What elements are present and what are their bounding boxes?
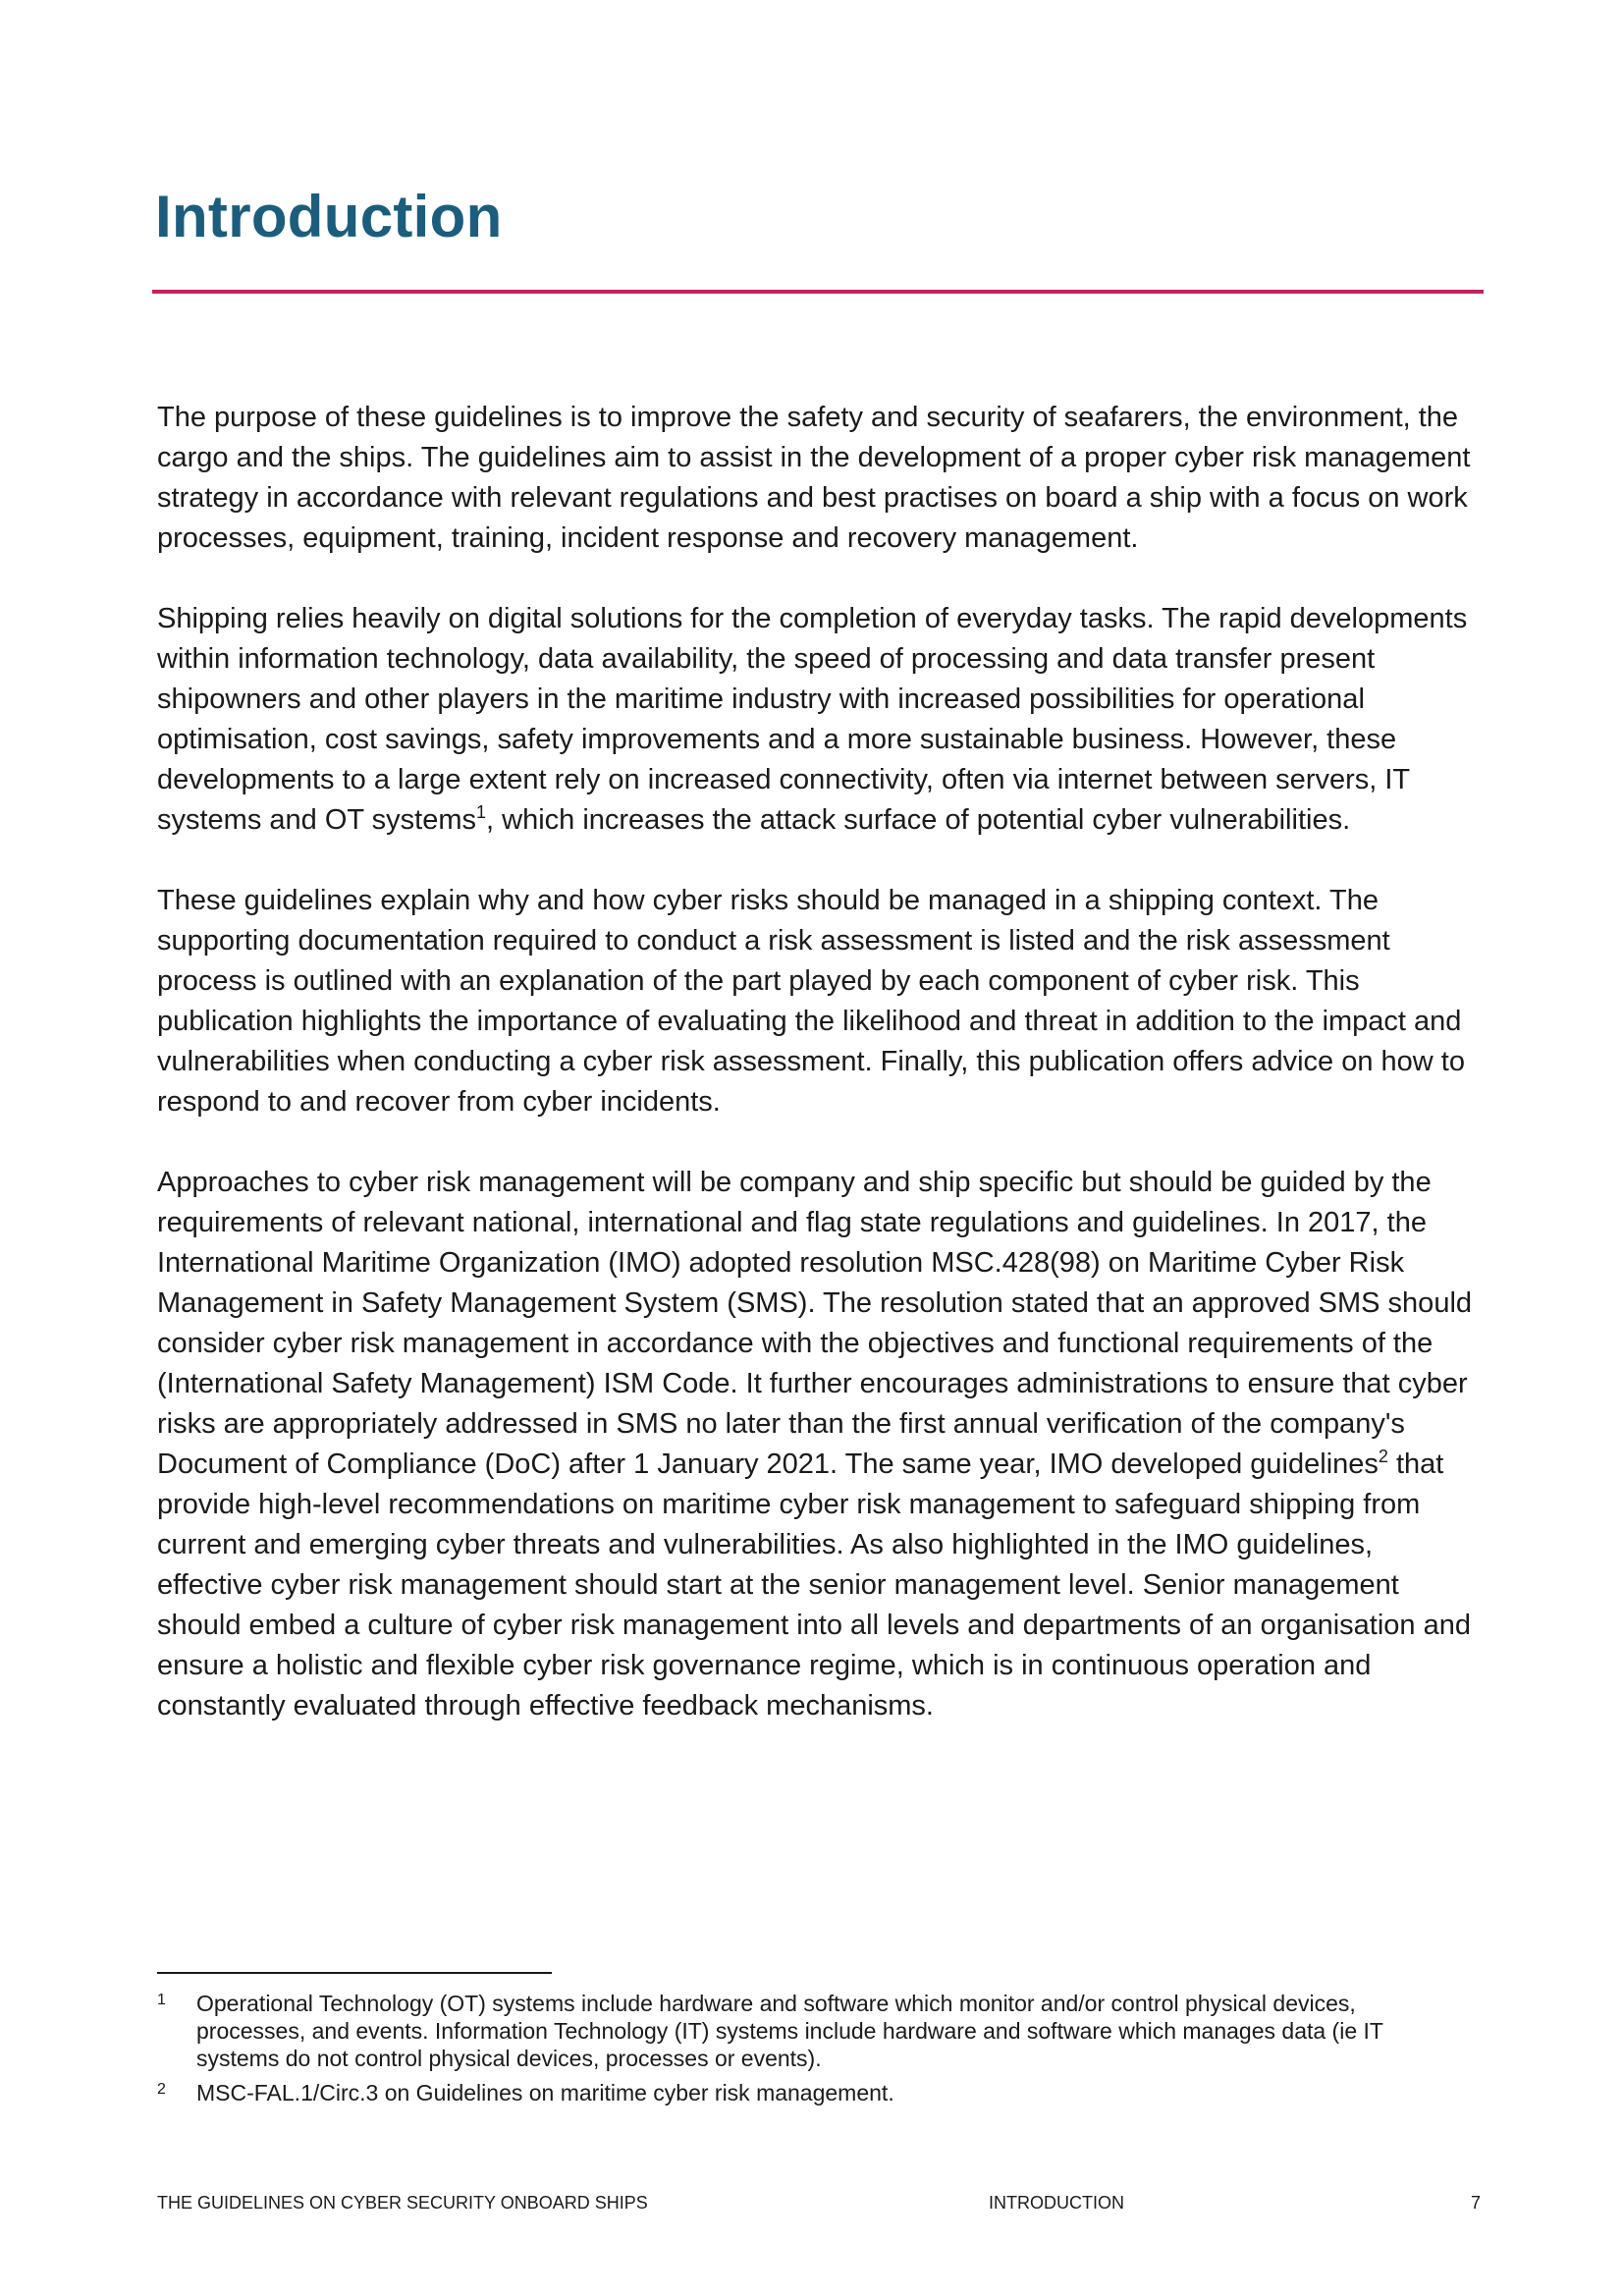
paragraph-approaches: [157, 1163, 1485, 1726]
paragraph-purpose: The purpose of these guidelines is to improve the safety and security of seafarers, the environment, the cargo and the ships. The guidelines aim to assist in the development of a proper cyber risk management strategy in accordance with relevant regulations and best practises on board a ship with a focus on work processes, equipment, training, incident response and recovery management.: [157, 402, 1471, 554]
title-divider: [152, 290, 1484, 294]
footnote-ref[interactable]: 1: [476, 802, 487, 822]
footnote-text: MSC-FAL.1/Circ.3 on Guidelines on maritime cyber risk management.: [196, 2080, 894, 2105]
footer-section-title: INTRODUCTION: [989, 2193, 1124, 2213]
footer-document-title: THE GUIDELINES ON CYBER SECURITY ONBOARD SHIPS: [157, 2193, 648, 2213]
paragraph-text: that provide high-level recommendations on maritime cyber risk management to safeguard shipping from current and emerging cyber threats and vulnerabilities. As also highlighted in the IMO guidelines, effective cyber risk management should start at the senior management level. Senior management should embed a culture of cyber risk management into all levels and departments of an organisation and ensure a holistic and flexible cyber risk governance regime, which is in continuous operation and constantly evaluated through effective feedback mechanisms.: [157, 1449, 1472, 1722]
footnote: [157, 2079, 1434, 2106]
footnote-number: 1: [157, 1992, 166, 2008]
footnote: [157, 1990, 1434, 2072]
page-title: Introduction: [155, 184, 503, 249]
paragraph-text: Approaches to cyber risk management will be company and ship specific but should be guided by the requirements of relevant national, international and flag state regulations and guidelines. In 2017, the International Maritime Organization (IMO) adopted resolution MSC.428(98) on Maritime Cyber Risk Management in Safety Management System (SMS). The resolution stated that an approved SMS should consider cyber risk management in accordance with the objectives and functional requirements of the (International Safety Management) ISM Code. It further encourages administrations to ensure that cyber risks are appropriately addressed in SMS no later than the first annual verification of the company's Document of Compliance (DoC) after 1 January 2021. The same year, IMO developed guidelines: [157, 1167, 1473, 1480]
footnotes: [157, 1990, 1434, 2113]
footnote-text: Operational Technology (OT) systems include hardware and software which monitor and/or control physical devices, processes, and events. Information Technology (IT) systems include hardware and software which manages data (ie IT systems do not control physical devices, processes or events).: [196, 1991, 1383, 2071]
footnote-divider: [157, 1972, 552, 1974]
paragraph-text: Shipping relies heavily on digital solutions for the completion of everyday tasks. The rapid developments within information technology, data availability, the speed of processing and data transfer present shipowners and other players in the maritime industry with increased possibilities for operational optimisation, cost savings, safety improvements and a more sustainable business. However, these developments to a large extent rely on increased connectivity, often via internet between servers, IT systems and OT systems: [157, 603, 1468, 836]
footnote-number: 2: [157, 2081, 166, 2098]
paragraph-text: , which increases the attack surface of potential cyber vulnerabilities.: [486, 804, 1351, 836]
body-text: [157, 398, 1485, 1767]
paragraph-guidelines-explain: These guidelines explain why and how cyber risks should be managed in a shipping context. The supporting documentation required to conduct a risk assessment is listed and the risk assessment process is outlined with an explanation of the part played by each component of cyber risk. This publication highlights the importance of evaluating the likelihood and threat in addition to the impact and vulnerabilities when conducting a cyber risk assessment. Finally, this publication offers advice on how to respond to and recover from cyber incidents.: [157, 885, 1465, 1118]
paragraph-digital-solutions: [157, 599, 1485, 841]
page-number: 7: [1470, 2193, 1481, 2213]
footnote-ref[interactable]: 2: [1378, 1447, 1388, 1466]
